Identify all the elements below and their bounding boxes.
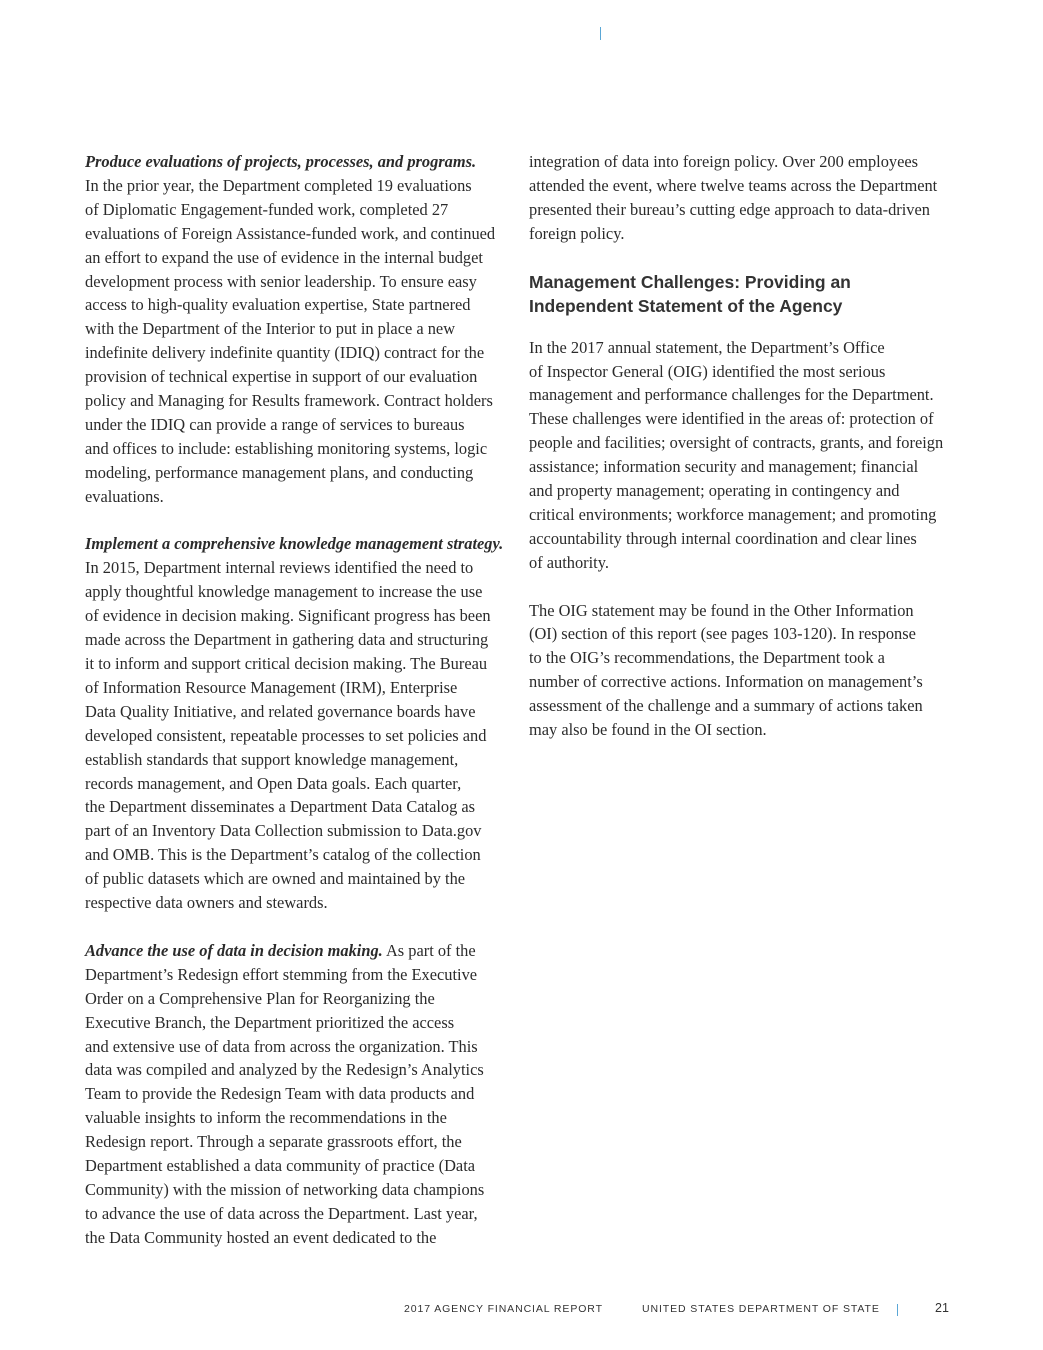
text-line: with the Department of the Interior to put in place a new (85, 319, 456, 339)
text-line: valuable insights to inform the recommendations in the (85, 1108, 447, 1128)
text-line: policy and Managing for Results framework. Contract holders (85, 391, 493, 411)
text-line: Executive Branch, the Department prioritized the access (85, 1012, 455, 1032)
text-line: Redesign report. Through a separate grassroots effort, the (85, 1132, 462, 1152)
right-column (529, 150, 954, 766)
text-line: an effort to expand the use of evidence in the internal budget (85, 247, 483, 267)
text-line: Department established a data community of practice (Data (85, 1156, 476, 1176)
text-line: provision of technical expertise in support of our evaluation (85, 367, 478, 387)
footer-divider (897, 1304, 898, 1316)
text-line: to advance the use of data across the Department. Last year, (85, 1203, 478, 1223)
text-line: of Information Resource Management (IRM), Enterprise (85, 677, 458, 697)
text-line: accountability through internal coordination and clear lines (529, 528, 917, 548)
text-line: and property management; operating in contingency and (529, 481, 900, 501)
text-line: establish standards that support knowledge management, (85, 749, 459, 769)
text-line: access to high-quality evaluation expertise, State partnered (85, 295, 471, 315)
page-number: 21 (935, 1301, 949, 1315)
text-line: records management, and Open Data goals. Each quarter, (85, 773, 462, 793)
text-line: In 2015, Department internal reviews identified the need to (85, 558, 474, 578)
text-line: Data Quality Initiative, and related governance boards have (85, 701, 476, 721)
text-line: people and facilities; oversight of contracts, grants, and foreign (529, 433, 944, 453)
text-line: the Department disseminates a Department Data Catalog as (85, 797, 476, 817)
section-data-decision-making-lead: Advance the use of data in decision making. (85, 940, 383, 960)
section-knowledge-management-lead: Implement a comprehensive knowledge management strategy. (85, 534, 504, 554)
text-line: to the OIG’s recommendations, the Department took a (529, 648, 885, 668)
text-line: Department’s Redesign effort stemming from the Executive (85, 964, 478, 984)
section-evaluations (85, 150, 510, 509)
text-line: under the IDIQ can provide a range of services to bureaus (85, 414, 465, 434)
text-line: part of an Inventory Data Collection submission to Data.gov (85, 821, 482, 841)
text-line: apply thoughtful knowledge management to increase the use (85, 582, 483, 602)
text-line: In the prior year, the Department completed 19 evaluations (85, 175, 472, 195)
section-data-decision-making (85, 939, 510, 1250)
footer-report-title: 2017 AGENCY FINANCIAL REPORT (404, 1303, 603, 1315)
continuation-paragraph (529, 150, 954, 246)
section-knowledge-management (85, 532, 510, 915)
text-line: of Inspector General (OIG) identified the most serious (529, 361, 886, 381)
text-line: management and performance challenges for the Department. (529, 385, 934, 405)
text-line: assessment of the challenge and a summary of actions taken (529, 696, 923, 716)
section-heading-management-challenges (529, 270, 954, 318)
oig-statement-paragraph (529, 336, 954, 575)
heading-line: Independent Statement of the Agency (529, 295, 843, 316)
text-line: presented their bureau’s cutting edge approach to data-driven (529, 199, 930, 219)
text-line: respective data owners and stewards. (85, 893, 328, 913)
text-line: Team to provide the Redesign Team with data products and (85, 1084, 475, 1104)
text-line: The OIG statement may be found in the Other Information (529, 600, 914, 620)
header-divider-mark (600, 27, 601, 40)
text-line: modeling, performance management plans, and conducting (85, 462, 474, 482)
text-line: foreign policy. (529, 223, 625, 243)
text-line: and offices to include: establishing monitoring systems, logic (85, 438, 488, 458)
text-line: made across the Department in gathering data and structuring (85, 630, 489, 650)
text-line: and OMB. This is the Department’s catalog of the collection (85, 845, 481, 865)
text-line: developed consistent, repeatable processes to set policies and (85, 725, 487, 745)
section-evaluations-lead: Produce evaluations of projects, processes, and programs. (85, 152, 477, 171)
text-line: number of corrective actions. Information on management’s (529, 672, 923, 692)
text-line: may also be found in the OI section. (529, 720, 767, 740)
text-line: evaluations. (85, 486, 164, 506)
text-line: of Diplomatic Engagement-funded work, completed 27 (85, 199, 449, 219)
text-line: (OI) section of this report (see pages 103-120). In response (529, 624, 916, 644)
text-line: it to inform and support critical decision making. The Bureau (85, 654, 488, 674)
text-line: assistance; information security and management; financial (529, 457, 919, 477)
text-line: These challenges were identified in the areas of: protection of (529, 409, 934, 429)
section-data-decision-making-first-line (85, 939, 510, 963)
text-line: attended the event, where twelve teams across the Department (529, 175, 938, 195)
page-footer (0, 1302, 1043, 1318)
footer-agency-name: UNITED STATES DEPARTMENT OF STATE (642, 1303, 880, 1315)
text-line: of public datasets which are owned and maintained by the (85, 869, 466, 889)
text-fragment: As part of the (382, 940, 476, 960)
text-line: indefinite delivery indefinite quantity (IDIQ) contract for the (85, 343, 485, 363)
text-line: development process with senior leadership. To ensure easy (85, 271, 477, 291)
text-line: evaluations of Foreign Assistance-funded work, and continued (85, 223, 496, 243)
text-line: and extensive use of data from across the organization. This (85, 1036, 478, 1056)
text-line: Community) with the mission of networking data champions (85, 1179, 485, 1199)
text-line: integration of data into foreign policy. Over 200 employees (529, 152, 919, 171)
text-line: of evidence in decision making. Significant progress has been (85, 606, 491, 626)
text-line: Order on a Comprehensive Plan for Reorganizing the (85, 988, 435, 1008)
text-line: critical environments; workforce management; and promoting (529, 504, 937, 524)
heading-line: Management Challenges: Providing an (529, 271, 851, 292)
oig-location-paragraph (529, 599, 954, 742)
left-column (85, 150, 510, 1274)
text-line: of authority. (529, 552, 609, 572)
text-line: the Data Community hosted an event dedicated to the (85, 1227, 437, 1247)
text-line: data was compiled and analyzed by the Redesign’s Analytics (85, 1060, 484, 1080)
text-line: In the 2017 annual statement, the Department’s Office (529, 337, 885, 357)
